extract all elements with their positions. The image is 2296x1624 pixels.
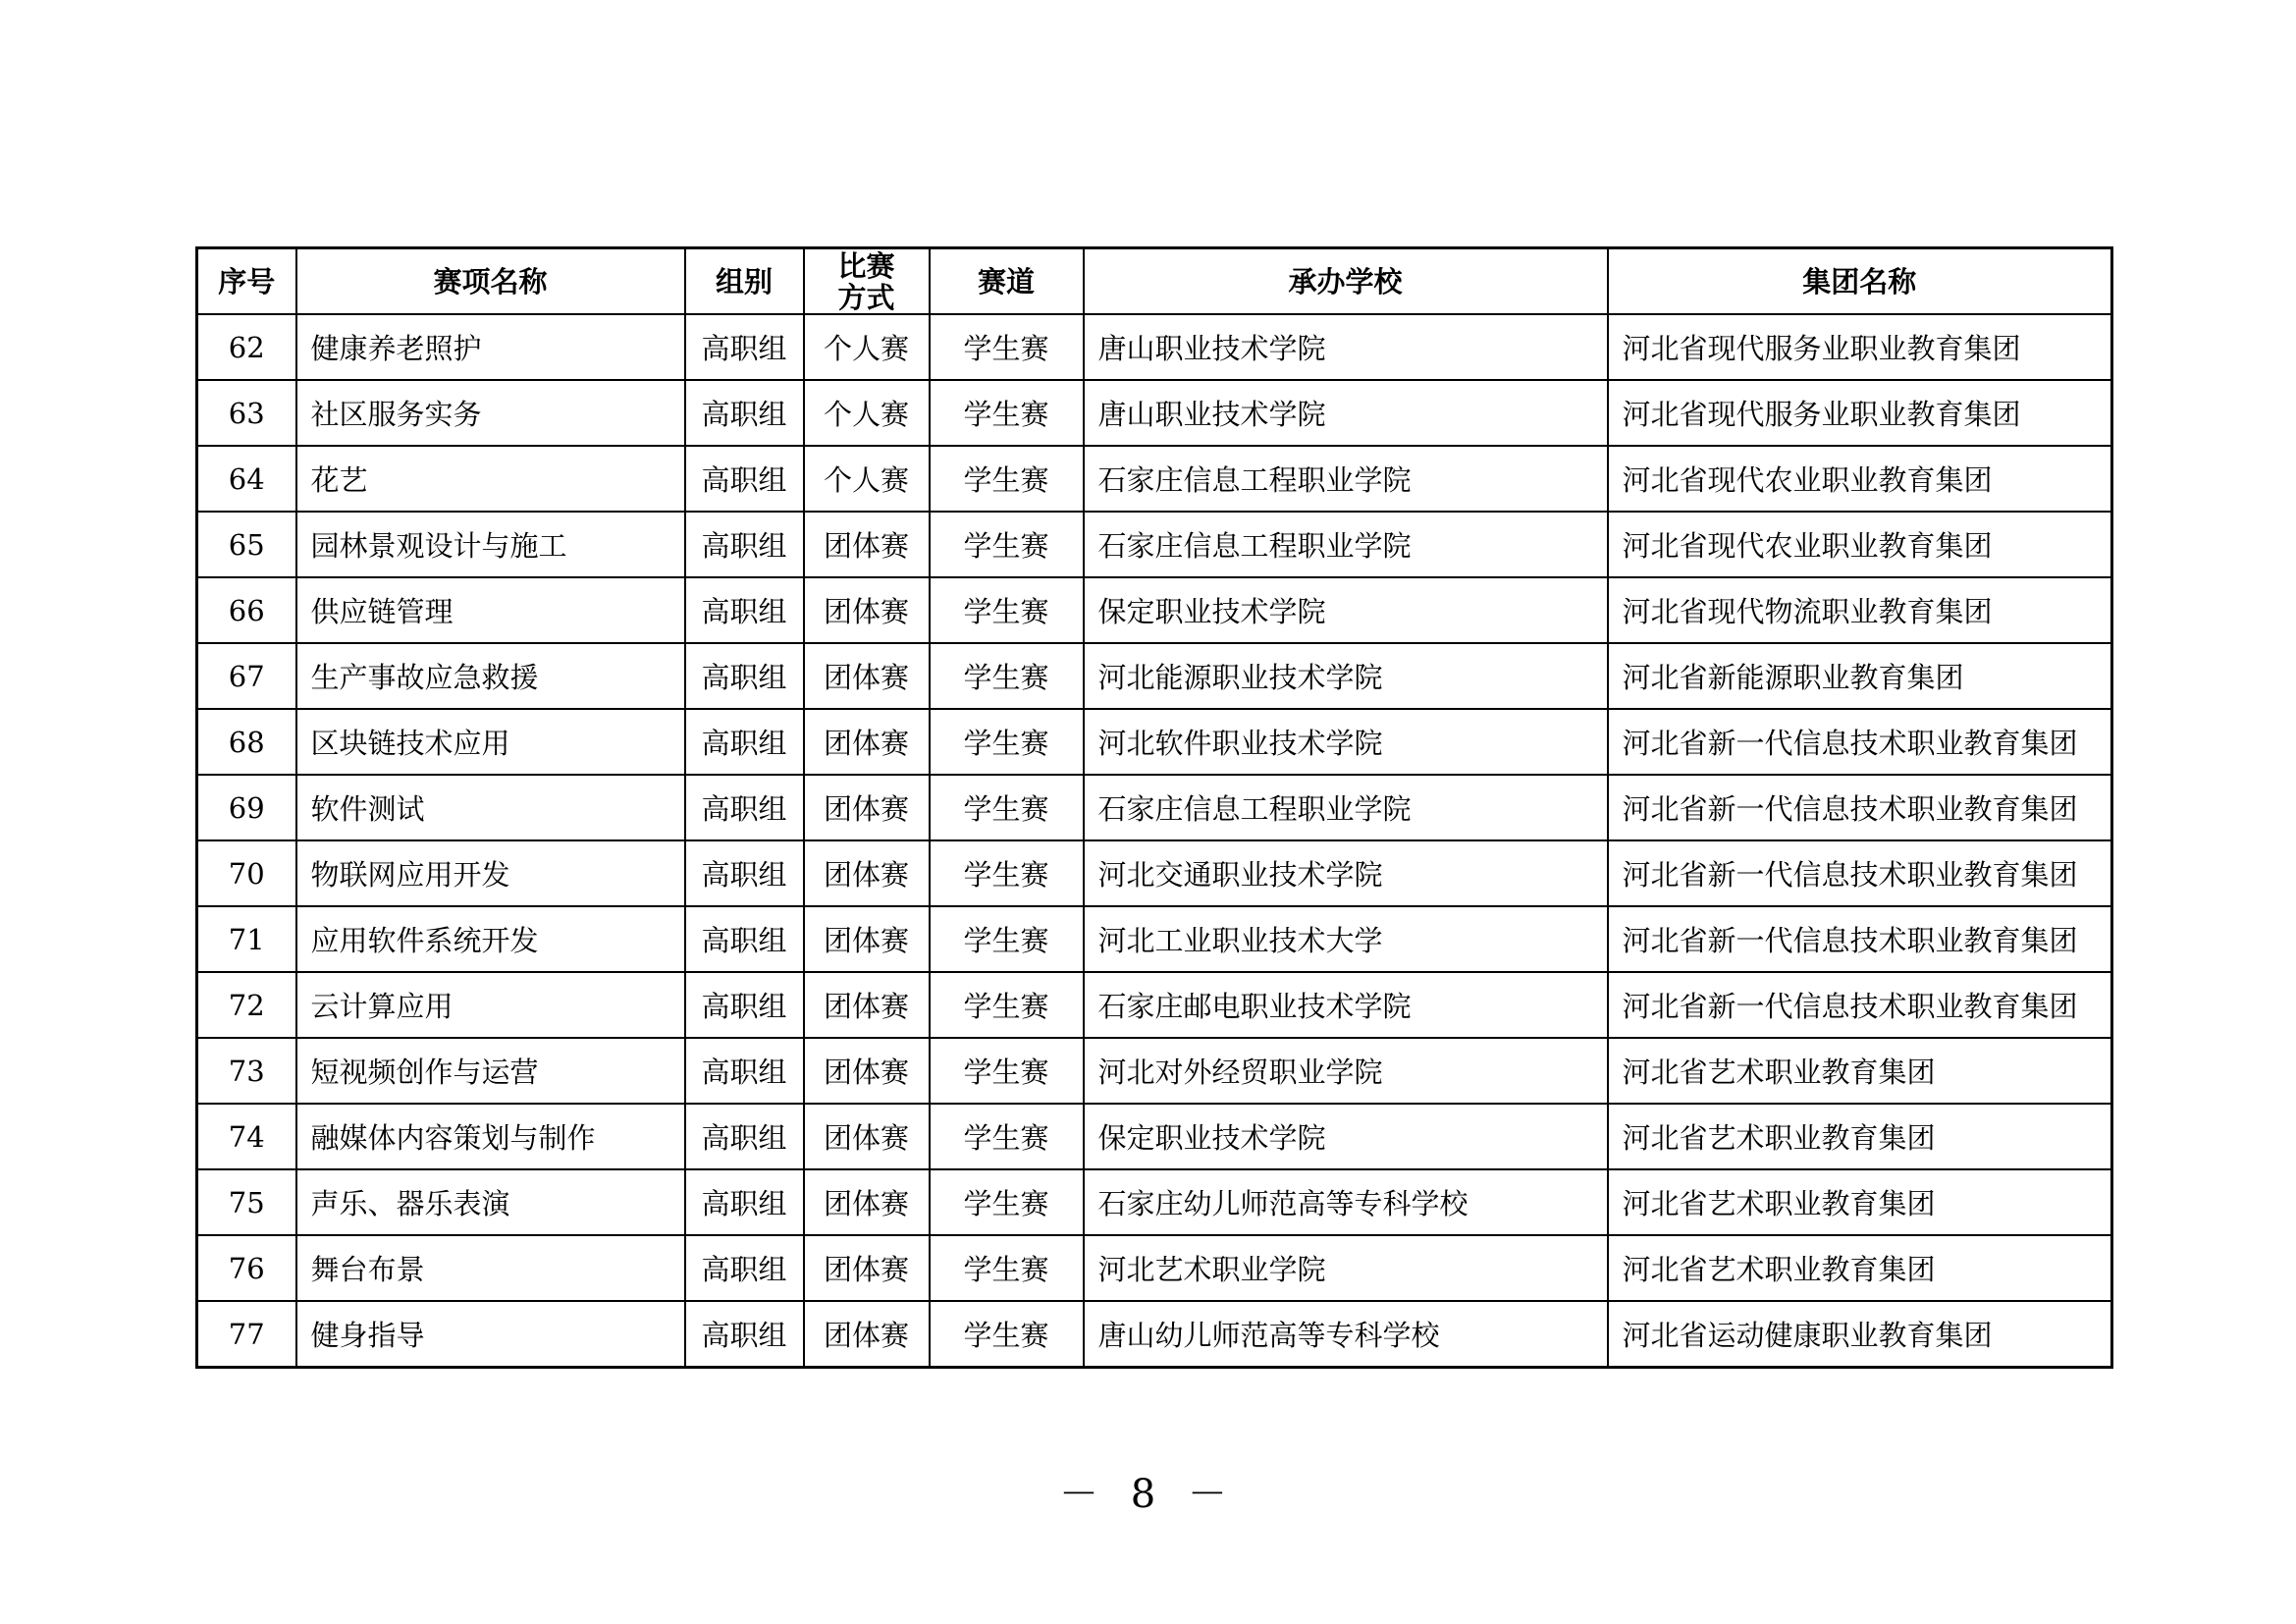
cell-seq: 70 [197, 840, 296, 906]
header-mode [804, 248, 930, 315]
cell-event-name: 声乐、器乐表演 [296, 1169, 685, 1235]
cell-group: 高职组 [685, 380, 804, 446]
cell-track: 学生赛 [930, 512, 1084, 577]
table-row [197, 972, 2112, 1038]
cell-seq: 75 [197, 1169, 296, 1235]
cell-mode: 团体赛 [804, 972, 930, 1038]
cell-collective: 河北省艺术职业教育集团 [1608, 1038, 2112, 1104]
cell-mode: 团体赛 [804, 512, 930, 577]
table-row [197, 709, 2112, 775]
cell-group: 高职组 [685, 840, 804, 906]
cell-group: 高职组 [685, 1038, 804, 1104]
header-track: 赛道 [930, 248, 1084, 315]
cell-school: 河北交通职业技术学院 [1084, 840, 1608, 906]
cell-collective: 河北省艺术职业教育集团 [1608, 1104, 2112, 1169]
cell-seq: 67 [197, 643, 296, 709]
cell-mode: 团体赛 [804, 906, 930, 972]
cell-collective: 河北省现代服务业职业教育集团 [1608, 380, 2112, 446]
cell-seq: 74 [197, 1104, 296, 1169]
cell-track: 学生赛 [930, 709, 1084, 775]
cell-collective: 河北省新一代信息技术职业教育集团 [1608, 709, 2112, 775]
cell-track: 学生赛 [930, 775, 1084, 840]
table-row [197, 512, 2112, 577]
cell-seq: 72 [197, 972, 296, 1038]
cell-school: 河北对外经贸职业学院 [1084, 1038, 1608, 1104]
cell-mode: 个人赛 [804, 314, 930, 380]
cell-track: 学生赛 [930, 972, 1084, 1038]
cell-group: 高职组 [685, 906, 804, 972]
cell-mode: 个人赛 [804, 380, 930, 446]
cell-mode: 团体赛 [804, 709, 930, 775]
cell-collective: 河北省艺术职业教育集团 [1608, 1169, 2112, 1235]
cell-school: 河北软件职业技术学院 [1084, 709, 1608, 775]
cell-mode: 团体赛 [804, 1301, 930, 1368]
cell-event-name: 社区服务实务 [296, 380, 685, 446]
cell-school: 保定职业技术学院 [1084, 1104, 1608, 1169]
cell-track: 学生赛 [930, 1104, 1084, 1169]
cell-group: 高职组 [685, 1169, 804, 1235]
table-row [197, 775, 2112, 840]
header-mode-line2: 方式 [837, 280, 895, 314]
cell-mode: 团体赛 [804, 775, 930, 840]
table-row [197, 1235, 2112, 1301]
header-school: 承办学校 [1084, 248, 1608, 315]
cell-collective: 河北省运动健康职业教育集团 [1608, 1301, 2112, 1368]
cell-group: 高职组 [685, 1104, 804, 1169]
cell-mode: 团体赛 [804, 1104, 930, 1169]
cell-group: 高职组 [685, 1301, 804, 1368]
cell-event-name: 健康养老照护 [296, 314, 685, 380]
table-row [197, 1301, 2112, 1368]
cell-seq: 64 [197, 446, 296, 512]
page-number: － 8 － [1059, 1472, 1237, 1517]
table-row [197, 446, 2112, 512]
cell-collective: 河北省新一代信息技术职业教育集团 [1608, 775, 2112, 840]
cell-group: 高职组 [685, 446, 804, 512]
cell-track: 学生赛 [930, 1169, 1084, 1235]
cell-event-name: 云计算应用 [296, 972, 685, 1038]
cell-track: 学生赛 [930, 314, 1084, 380]
cell-group: 高职组 [685, 512, 804, 577]
cell-group: 高职组 [685, 577, 804, 643]
table-row [197, 840, 2112, 906]
cell-group: 高职组 [685, 972, 804, 1038]
cell-group: 高职组 [685, 314, 804, 380]
cell-mode: 团体赛 [804, 643, 930, 709]
cell-track: 学生赛 [930, 906, 1084, 972]
table-row [197, 643, 2112, 709]
cell-track: 学生赛 [930, 577, 1084, 643]
cell-school: 石家庄信息工程职业学院 [1084, 446, 1608, 512]
cell-school: 河北能源职业技术学院 [1084, 643, 1608, 709]
cell-school: 唐山幼儿师范高等专科学校 [1084, 1301, 1608, 1368]
cell-group: 高职组 [685, 1235, 804, 1301]
cell-group: 高职组 [685, 775, 804, 840]
table-header-row [197, 248, 2112, 315]
table-row [197, 577, 2112, 643]
table-row [197, 1038, 2112, 1104]
cell-track: 学生赛 [930, 1301, 1084, 1368]
cell-seq: 73 [197, 1038, 296, 1104]
cell-school: 保定职业技术学院 [1084, 577, 1608, 643]
cell-group: 高职组 [685, 709, 804, 775]
cell-seq: 65 [197, 512, 296, 577]
table-row [197, 1169, 2112, 1235]
cell-school: 唐山职业技术学院 [1084, 380, 1608, 446]
cell-mode: 团体赛 [804, 577, 930, 643]
cell-school: 唐山职业技术学院 [1084, 314, 1608, 380]
header-seq: 序号 [197, 248, 296, 315]
cell-event-name: 短视频创作与运营 [296, 1038, 685, 1104]
cell-mode: 团体赛 [804, 1235, 930, 1301]
cell-school: 石家庄信息工程职业学院 [1084, 775, 1608, 840]
table-row [197, 1104, 2112, 1169]
cell-mode: 个人赛 [804, 446, 930, 512]
cell-event-name: 区块链技术应用 [296, 709, 685, 775]
cell-collective: 河北省现代农业职业教育集团 [1608, 446, 2112, 512]
cell-school: 河北艺术职业学院 [1084, 1235, 1608, 1301]
cell-track: 学生赛 [930, 380, 1084, 446]
cell-school: 河北工业职业技术大学 [1084, 906, 1608, 972]
cell-collective: 河北省现代农业职业教育集团 [1608, 512, 2112, 577]
table-row [197, 314, 2112, 380]
cell-mode: 团体赛 [804, 1169, 930, 1235]
cell-track: 学生赛 [930, 840, 1084, 906]
cell-collective: 河北省现代物流职业教育集团 [1608, 577, 2112, 643]
cell-track: 学生赛 [930, 1038, 1084, 1104]
cell-school: 石家庄信息工程职业学院 [1084, 512, 1608, 577]
cell-track: 学生赛 [930, 1235, 1084, 1301]
cell-seq: 63 [197, 380, 296, 446]
cell-group: 高职组 [685, 643, 804, 709]
cell-event-name: 舞台布景 [296, 1235, 685, 1301]
cell-seq: 62 [197, 314, 296, 380]
cell-event-name: 应用软件系统开发 [296, 906, 685, 972]
cell-event-name: 软件测试 [296, 775, 685, 840]
header-event-name: 赛项名称 [296, 248, 685, 315]
table-row [197, 380, 2112, 446]
cell-event-name: 健身指导 [296, 1301, 685, 1368]
cell-school: 石家庄幼儿师范高等专科学校 [1084, 1169, 1608, 1235]
cell-collective: 河北省艺术职业教育集团 [1608, 1235, 2112, 1301]
cell-collective: 河北省新一代信息技术职业教育集团 [1608, 840, 2112, 906]
cell-seq: 76 [197, 1235, 296, 1301]
cell-school: 石家庄邮电职业技术学院 [1084, 972, 1608, 1038]
cell-event-name: 供应链管理 [296, 577, 685, 643]
header-mode-line1: 比赛 [837, 248, 895, 283]
cell-seq: 68 [197, 709, 296, 775]
cell-event-name: 生产事故应急救援 [296, 643, 685, 709]
cell-seq: 71 [197, 906, 296, 972]
cell-collective: 河北省新能源职业教育集团 [1608, 643, 2112, 709]
cell-seq: 69 [197, 775, 296, 840]
cell-seq: 66 [197, 577, 296, 643]
cell-mode: 团体赛 [804, 1038, 930, 1104]
cell-collective: 河北省新一代信息技术职业教育集团 [1608, 972, 2112, 1038]
cell-event-name: 物联网应用开发 [296, 840, 685, 906]
cell-event-name: 园林景观设计与施工 [296, 512, 685, 577]
cell-collective: 河北省新一代信息技术职业教育集团 [1608, 906, 2112, 972]
header-collective: 集团名称 [1608, 248, 2112, 315]
header-group: 组别 [685, 248, 804, 315]
cell-event-name: 融媒体内容策划与制作 [296, 1104, 685, 1169]
table-row [197, 906, 2112, 972]
contest-table [195, 246, 2113, 1369]
cell-track: 学生赛 [930, 446, 1084, 512]
cell-track: 学生赛 [930, 643, 1084, 709]
cell-seq: 77 [197, 1301, 296, 1368]
cell-event-name: 花艺 [296, 446, 685, 512]
cell-mode: 团体赛 [804, 840, 930, 906]
cell-collective: 河北省现代服务业职业教育集团 [1608, 314, 2112, 380]
